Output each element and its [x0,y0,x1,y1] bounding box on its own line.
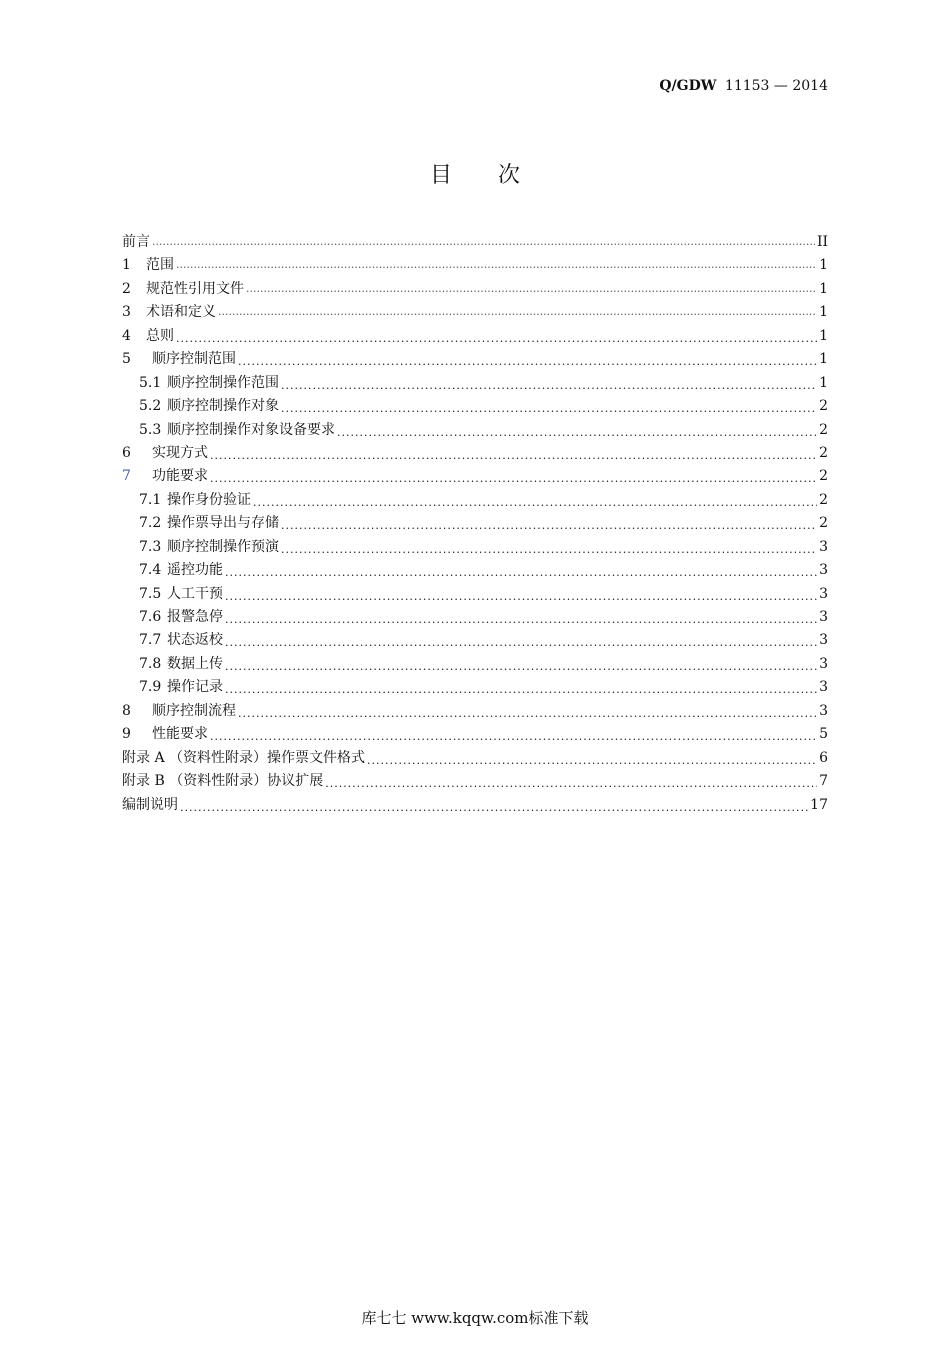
toc-entry[interactable] [122,301,828,324]
toc-entry[interactable] [122,278,828,301]
toc-dot-leader [210,447,817,461]
toc-dot-leader [225,611,817,625]
toc-entry-number: 7.3 [139,538,162,555]
toc-entry-label: 附录 A （资料性附录）操作票文件格式 [122,749,366,766]
toc-entry-label: 术语和定义 [146,304,216,321]
toc-entry-number: 7.1 [139,491,162,508]
toc-dot-leader [238,705,817,719]
toc-entry-page: 7 [819,773,828,790]
toc-dot-leader [253,494,817,508]
toc-entry-label: 操作身份验证 [167,491,251,508]
toc-dot-leader [225,634,817,648]
toc-entry[interactable] [122,559,828,582]
toc-entry[interactable] [122,465,828,488]
toc-entry-number: 5 [122,351,131,368]
toc-dot-leader [218,306,817,320]
toc-entry-page: 2 [819,398,828,415]
toc-entry-label: 规范性引用文件 [146,280,244,297]
toc-entry-label: 报警急停 [167,609,223,625]
toc-entry-label: 功能要求 [152,468,208,485]
toc-entry-label: 顺序控制操作对象 [167,398,279,415]
toc-dot-leader [281,541,817,555]
toc-entry-page: 1 [819,257,828,274]
toc-entry-label: 顺序控制操作范围 [167,374,279,391]
toc-entry-label: 数据上传 [167,655,223,672]
toc-entry-page: 2 [819,491,828,508]
toc-dot-leader [281,400,817,414]
toc-entry-page: II [816,234,828,250]
toc-entry-number: 1 [122,257,131,274]
toc-entry[interactable] [122,723,828,746]
toc-entry-page: 3 [819,632,828,649]
toc-entry[interactable] [122,770,828,793]
toc-entry-page: 2 [819,515,828,532]
toc-entry[interactable] [122,512,828,535]
toc-entry-number: 5.1 [139,374,162,391]
toc-entry-number: 7.6 [139,609,162,625]
toc-entry-page: 3 [819,609,828,625]
toc-entry-label: 操作记录 [167,679,223,696]
title-char-2: 次 [498,163,521,188]
toc-entry-page: 1 [819,304,828,321]
toc-dot-leader [225,588,817,602]
toc-dot-leader [325,775,817,789]
toc-entry-number: 7.8 [139,655,162,672]
toc-entry[interactable] [122,653,828,676]
title-char-1: 目 [429,163,452,188]
toc-entry-label: 性能要求 [152,726,208,743]
toc-entry-page: 3 [819,655,828,672]
toc-entry-page: 6 [819,749,828,766]
toc-entry-label: 实现方式 [152,444,208,461]
toc-entry[interactable] [122,583,828,606]
toc-entry-page: 3 [819,538,828,555]
toc-entry-number: 5.3 [139,421,162,438]
toc-entry-page: 1 [819,351,828,368]
toc-entry-number: 4 [122,327,131,344]
toc-entry-label: 顺序控制操作对象设备要求 [167,421,335,438]
toc-entry[interactable] [122,395,828,418]
toc-dot-leader [210,728,817,742]
toc-dot-leader [367,752,817,766]
toc-entry-page: 3 [819,702,828,719]
toc-dot-leader [238,353,817,367]
toc-entry-page: 17 [810,796,828,813]
toc-entry[interactable] [122,794,828,817]
toc-entry[interactable] [122,676,828,699]
toc-dot-leader [225,658,817,672]
page-title [0,158,950,189]
toc-entry-label: 前言 [122,234,150,250]
toc-entry-label: 总则 [146,327,174,344]
standard-code: Q/GDW [659,78,717,94]
toc-entry-label: 编制说明 [122,796,178,813]
toc-entry-label: 顺序控制流程 [152,702,236,719]
toc-entry[interactable] [122,536,828,559]
toc-entry-label: 遥控功能 [167,562,223,579]
toc-entry-page: 3 [819,562,828,579]
toc-dot-leader [180,799,808,813]
toc-entry[interactable] [122,372,828,395]
toc-entry-number: 7.2 [139,515,162,532]
toc-entry-number: 7.5 [139,585,162,602]
standard-number: 11153 — 2014 [724,78,828,94]
toc-dot-leader [152,236,815,250]
toc-dot-leader [225,564,817,578]
toc-entry[interactable] [122,700,828,723]
toc-entry-number: 9 [122,726,131,743]
toc-entry-label: 状态返校 [167,632,223,649]
toc-dot-leader [225,681,817,695]
toc-entry-label: 顺序控制范围 [152,351,236,368]
document-header [659,78,828,94]
toc-entry-number: 7.7 [139,632,162,649]
toc-dot-leader [246,283,817,297]
toc-entry-page: 3 [819,585,828,602]
toc-entry-number: 6 [122,444,131,461]
toc-dot-leader [281,377,817,391]
toc-entry-number: 5.2 [139,398,162,415]
toc-entry-page: 1 [819,327,828,344]
toc-entry-label: 操作票导出与存储 [167,515,279,532]
table-of-contents [122,231,828,817]
toc-entry-number: 2 [122,280,131,297]
toc-entry-page: 2 [819,468,828,485]
toc-entry[interactable] [122,629,828,652]
toc-dot-leader [337,424,817,438]
toc-entry[interactable] [122,231,828,254]
toc-entry-page: 2 [819,421,828,438]
toc-entry-number: 3 [122,304,131,321]
toc-entry-page: 2 [819,444,828,461]
toc-entry-number: 7 [122,468,131,485]
toc-entry[interactable] [122,419,828,442]
toc-entry-label: 顺序控制操作预演 [167,538,279,555]
toc-entry-page: 1 [819,280,828,297]
toc-dot-leader [176,259,817,273]
toc-entry[interactable] [122,606,828,629]
toc-entry[interactable] [122,442,828,465]
toc-dot-leader [210,470,817,484]
toc-entry-number: 7.4 [139,562,162,579]
toc-entry-number: 7.9 [139,679,162,696]
toc-entry-label: 附录 B （资料性附录）协议扩展 [122,773,324,790]
toc-entry[interactable] [122,489,828,512]
toc-entry-number: 8 [122,702,131,719]
footer-watermark-text: 库七七 www.kqqw.com标准下载 [361,1309,589,1327]
toc-entry[interactable] [122,254,828,277]
toc-entry-page: 1 [819,374,828,391]
toc-entry-label: 范围 [146,257,174,274]
toc-dot-leader [281,517,817,531]
toc-entry-page: 3 [819,679,828,696]
toc-entry[interactable] [122,325,828,348]
toc-entry[interactable] [122,747,828,770]
toc-entry-label: 人工干预 [167,585,223,602]
toc-entry-page: 5 [819,726,828,743]
toc-dot-leader [176,330,817,344]
toc-entry[interactable] [122,348,828,371]
